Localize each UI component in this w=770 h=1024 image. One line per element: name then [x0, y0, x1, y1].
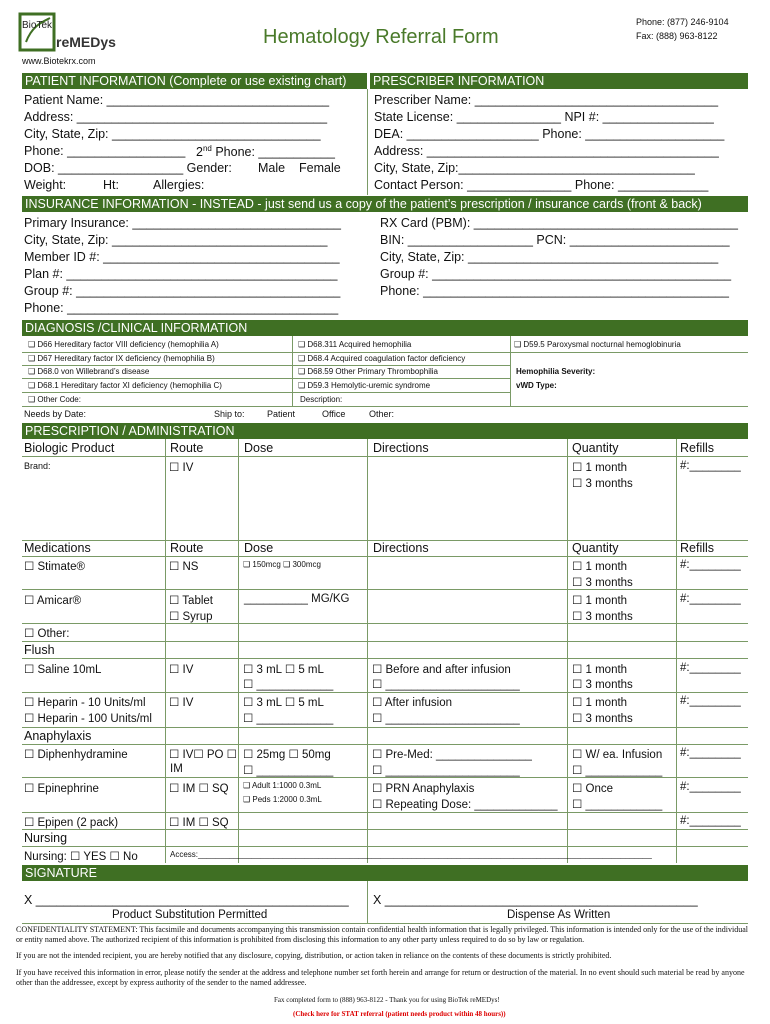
plan-field[interactable]: Plan #: _______________________________________: [24, 267, 338, 281]
biologic-refills[interactable]: #:________: [680, 460, 741, 472]
heparin-10-option[interactable]: ☐ Heparin - 10 Units/ml: [24, 697, 146, 709]
col-refills: Refills: [680, 441, 715, 455]
patient-phone-field[interactable]: Phone: _________________: [24, 144, 186, 158]
insurance-city-field[interactable]: City, State, Zip: _______________________________: [24, 233, 328, 247]
diphen-dir-other[interactable]: ☐ _____________________: [372, 765, 520, 777]
diag-d67[interactable]: ❑ D67 Hereditary factor IX deficiency (hemophilia B): [28, 354, 215, 363]
access-field[interactable]: Access:______________________________________________________________________________________________________: [170, 850, 652, 859]
prescriber-name-field[interactable]: Prescriber Name: ___________________________________: [374, 93, 719, 107]
diphen-refills[interactable]: #:________: [680, 747, 741, 759]
member-id-field[interactable]: Member ID #: __________________________________: [24, 250, 340, 264]
diag-d681[interactable]: ❑ D68.1 Hereditary factor XI deficiency (hemophilia C): [28, 381, 222, 390]
heparin-qty-3months[interactable]: ☐ 3 months: [572, 713, 633, 725]
biologic-qty-3months[interactable]: ☐ 3 months: [572, 478, 633, 490]
stimate-route-ns[interactable]: ☐ NS: [169, 561, 199, 573]
diag-other-code[interactable]: ❑ Other Code:: [28, 395, 81, 404]
diag-d680[interactable]: ❑ D68.0 von Willebrand’s disease: [28, 367, 150, 376]
col-quantity: Quantity: [572, 441, 619, 455]
epinephrine-option[interactable]: ☐ Epinephrine: [24, 783, 99, 795]
group-field[interactable]: Group #: ______________________________________: [24, 284, 341, 298]
amicar-dose[interactable]: __________ MG/KG: [244, 593, 350, 605]
heparin-dose-other[interactable]: ☐ ____________: [243, 713, 334, 725]
col-directions-2: Directions: [373, 541, 429, 555]
epi-dose-peds[interactable]: ❑ Peds 1:2000 0.3mL: [243, 795, 322, 804]
patient-section-header: PATIENT INFORMATION (Complete or use existing chart): [22, 73, 367, 89]
header-fax: Fax: (888) 963-8122: [636, 31, 718, 41]
signature-dispense-line[interactable]: X _____________________________________________: [373, 893, 698, 907]
rx-city-field[interactable]: City, State, Zip: ____________________________________: [380, 250, 719, 264]
prescriber-address-field[interactable]: Address: __________________________________________: [374, 144, 719, 158]
epi-dose-adult[interactable]: ❑ Adult 1:1000 0.3mL: [243, 781, 322, 790]
anaphylaxis-heading: Anaphylaxis: [24, 729, 92, 743]
gender-male[interactable]: Male: [258, 161, 286, 175]
primary-insurance-field[interactable]: Primary Insurance: ______________________________: [24, 216, 341, 230]
stimate-option[interactable]: ☐ Stimate®: [24, 561, 85, 573]
flush-heading: Flush: [24, 643, 55, 657]
diag-description[interactable]: Description:: [300, 395, 343, 404]
biologic-qty-1month[interactable]: ☐ 1 month: [572, 462, 628, 474]
saline-route-iv[interactable]: ☐ IV: [169, 664, 194, 676]
insurance-section-header: INSURANCE INFORMATION - INSTEAD - just send us a copy of the patient’s prescription / insurance cards (front & back): [22, 196, 748, 212]
amicar-route-tablet[interactable]: ☐ Tablet: [169, 595, 213, 607]
other-medication[interactable]: ☐ Other:: [24, 628, 70, 640]
bin-pcn-field[interactable]: BIN: __________________ PCN: _______________________: [380, 233, 730, 247]
epi-repeating[interactable]: ☐ Repeating Dose: _____________: [372, 799, 558, 811]
rx-phone-field[interactable]: Phone: ____________________________________________: [380, 284, 729, 298]
epi-refills[interactable]: #:________: [680, 781, 741, 793]
ship-to-other[interactable]: Other:: [369, 409, 395, 419]
ship-to-label: Ship to:: [214, 409, 245, 419]
amicar-route-syrup[interactable]: ☐ Syrup: [169, 611, 213, 623]
saline-dir-other[interactable]: ☐ _____________________: [372, 679, 520, 691]
epi-qty-once[interactable]: ☐ Once: [572, 783, 613, 795]
amicar-qty-1month[interactable]: ☐ 1 month: [572, 595, 628, 607]
saline-option[interactable]: ☐ Saline 10mL: [24, 664, 102, 676]
diag-d6859[interactable]: ❑ D68.59 Other Primary Thrombophilia: [298, 367, 438, 376]
substitution-permitted-label: Product Substitution Permitted: [112, 909, 268, 921]
logo-mark-icon: [18, 12, 58, 54]
biologic-route-iv[interactable]: ☐ IV: [169, 462, 194, 474]
prescriber-contact-field[interactable]: Contact Person: _______________ Phone: _____________: [374, 178, 709, 192]
diag-d684[interactable]: ❑ D68.4 Acquired coagulation factor deficiency: [298, 354, 466, 363]
saline-qty-3months[interactable]: ☐ 3 months: [572, 679, 633, 691]
heparin-route-iv[interactable]: ☐ IV: [169, 697, 194, 709]
amicar-qty-3months[interactable]: ☐ 3 months: [572, 611, 633, 623]
diphen-dose[interactable]: ☐ 25mg ☐ 50mg: [243, 749, 331, 761]
saline-qty-1month[interactable]: ☐ 1 month: [572, 664, 628, 676]
logo-brand: BioTek: [22, 20, 53, 31]
diphen-route-im[interactable]: IM: [170, 763, 183, 775]
diphenhydramine-option[interactable]: ☐ Diphenhydramine: [24, 749, 128, 761]
col-biologic-product: Biologic Product: [24, 441, 115, 455]
patient-phone2-field[interactable]: 2nd Phone: ___________: [196, 144, 335, 160]
saline-refills[interactable]: #:________: [680, 662, 741, 674]
prescription-section-header: PRESCRIPTION / ADMINISTRATION: [22, 423, 748, 439]
heparin-100-option[interactable]: ☐ Heparin - 100 Units/ml: [24, 713, 152, 725]
patient-name-field[interactable]: Patient Name: ________________________________: [24, 93, 330, 107]
col-dose-2: Dose: [244, 541, 274, 555]
logo: [18, 12, 130, 54]
prescriber-license-field[interactable]: State License: _______________ NPI #: ________________: [374, 110, 714, 124]
patient-city-field[interactable]: City, State, Zip: ______________________________: [24, 127, 321, 141]
diphen-premed[interactable]: ☐ Pre-Med: _______________: [372, 749, 532, 761]
patient-address-field[interactable]: Address: ____________________________________: [24, 110, 328, 124]
patient-weight-field[interactable]: Weight:: [24, 178, 67, 192]
diphen-with-infusion[interactable]: ☐ W/ ea. Infusion: [572, 749, 663, 761]
rx-group-field[interactable]: Group #: ___________________________________________: [380, 267, 732, 281]
diag-d66[interactable]: ❑ D66 Hereditary factor VIII deficiency (hemophilia A): [28, 340, 219, 349]
ship-to-office[interactable]: Office: [322, 409, 346, 419]
nursing-heading: Nursing: [24, 831, 68, 845]
needs-by-date[interactable]: Needs by Date:: [24, 409, 87, 419]
epipen-route[interactable]: ☐ IM ☐ SQ: [169, 817, 229, 829]
saline-dose-other[interactable]: ☐ ____________: [243, 679, 334, 691]
fax-note: Fax completed form to (888) 963-8122 - Thank you for using BioTek reMEDys!: [274, 996, 500, 1004]
diphen-dose-other[interactable]: ☐ ____________: [243, 765, 334, 777]
diphen-qty-other[interactable]: ☐ ____________: [572, 765, 663, 777]
col-dose: Dose: [244, 441, 274, 455]
col-route-2: Route: [170, 541, 204, 555]
stimate-refills[interactable]: #:________: [680, 559, 741, 571]
heparin-refills[interactable]: #:________: [680, 695, 741, 707]
patient-height-field[interactable]: Ht:: [103, 178, 119, 192]
prescriber-dea-field[interactable]: DEA: ___________________ Phone: ____________________: [374, 127, 725, 141]
rx-card-field[interactable]: RX Card (PBM): ______________________________________: [380, 216, 738, 230]
not-intended-notice: If you are not the intended recipient, you are hereby notified that any disclosure, copying, distribution, or action taken in reliance on the contents of these documents is strictly prohibited.: [16, 951, 612, 960]
diagnosis-section-header: DIAGNOSIS /CLINICAL INFORMATION: [22, 320, 748, 336]
signature-section-header: SIGNATURE: [22, 865, 748, 881]
col-refills-2: Refills: [680, 541, 715, 555]
stimate-qty-1month[interactable]: ☐ 1 month: [572, 561, 628, 573]
amicar-refills[interactable]: #:________: [680, 593, 741, 605]
epipen-refills[interactable]: #:________: [680, 815, 741, 827]
saline-before-after[interactable]: ☐ Before and after infusion: [372, 664, 511, 676]
col-directions: Directions: [373, 441, 429, 455]
ship-to-patient[interactable]: Patient: [267, 409, 296, 419]
col-medications: Medications: [24, 541, 91, 555]
dispense-as-written-label: Dispense As Written: [507, 909, 611, 921]
stimate-qty-3months[interactable]: ☐ 3 months: [572, 577, 633, 589]
patient-allergies-field[interactable]: Allergies:: [153, 178, 205, 192]
prescriber-city-field[interactable]: City, State, Zip:__________________________________: [374, 161, 695, 175]
vwd-type[interactable]: vWD Type:: [516, 381, 557, 390]
nursing-yes-no[interactable]: Nursing: ☐ YES ☐ No: [24, 851, 138, 863]
epi-qty-other[interactable]: ☐ ____________: [572, 799, 663, 811]
gender-female[interactable]: Female: [299, 161, 341, 175]
diag-d68311[interactable]: ❑ D68.311 Acquired hemophilia: [298, 340, 412, 349]
epi-prn[interactable]: ☐ PRN Anaphylaxis: [372, 783, 475, 795]
header-phone: Phone: (877) 246-9104: [636, 17, 729, 27]
col-quantity-2: Quantity: [572, 541, 619, 555]
heparin-dose[interactable]: ☐ 3 mL ☐ 5 mL: [243, 697, 324, 709]
page-title: Hematology Referral Form: [263, 26, 499, 48]
epi-route[interactable]: ☐ IM ☐ SQ: [169, 783, 229, 795]
logo-name: reMEDys: [56, 34, 116, 50]
saline-dose[interactable]: ☐ 3 mL ☐ 5 mL: [243, 664, 324, 676]
brand-field[interactable]: Brand:: [24, 461, 51, 471]
stimate-dose[interactable]: ❑ 150mcg ❑ 300mcg: [243, 560, 321, 569]
patient-dob-field[interactable]: DOB: __________________ Gender:: [24, 161, 232, 175]
hemophilia-severity[interactable]: Hemophilia Severity:: [516, 367, 596, 376]
stat-referral-note[interactable]: (Check here for STAT referral (patient needs product within 48 hours)): [293, 1010, 506, 1018]
confidentiality-statement: CONFIDENTIALITY STATEMENT: This facsimile and documents accompanying this transmission contain confidential health information that is legally privileged. This information is intended only for the use of the individual or entity named above. The authorized recipient of this information is prohibited from disclosing this information to any other party unless required to do so by law or regulation.: [16, 925, 749, 944]
diag-d593[interactable]: ❑ D59.3 Hemolytic-uremic syndrome: [298, 381, 431, 390]
diag-d595[interactable]: ❑ D59.5 Paroxysmal nocturnal hemoglobinuria: [514, 340, 681, 349]
website: www.Biotekrx.com: [22, 56, 96, 66]
amicar-option[interactable]: ☐ Amicar®: [24, 595, 82, 607]
col-route: Route: [170, 441, 204, 455]
epipen-option[interactable]: ☐ Epipen (2 pack): [24, 817, 119, 829]
heparin-dir-other[interactable]: ☐ _____________________: [372, 713, 520, 725]
insurance-phone-field[interactable]: Phone: _______________________________________: [24, 301, 339, 315]
received-in-error-notice: If you have received this information in error, please notify the sender at the address and telephone number set forth herein and arrange for return or destruction of the material. In no event should such material be read by anyone other than the addressee, except by express authority of the sender to the named addressee.: [16, 968, 745, 987]
prescriber-section-header: PRESCRIBER INFORMATION: [370, 73, 748, 89]
heparin-qty-1month[interactable]: ☐ 1 month: [572, 697, 628, 709]
diphen-route[interactable]: ☐ IV☐ PO ☐: [169, 749, 237, 761]
signature-substitution-line[interactable]: X _____________________________________________: [24, 893, 349, 907]
heparin-after[interactable]: ☐ After infusion: [372, 697, 452, 709]
